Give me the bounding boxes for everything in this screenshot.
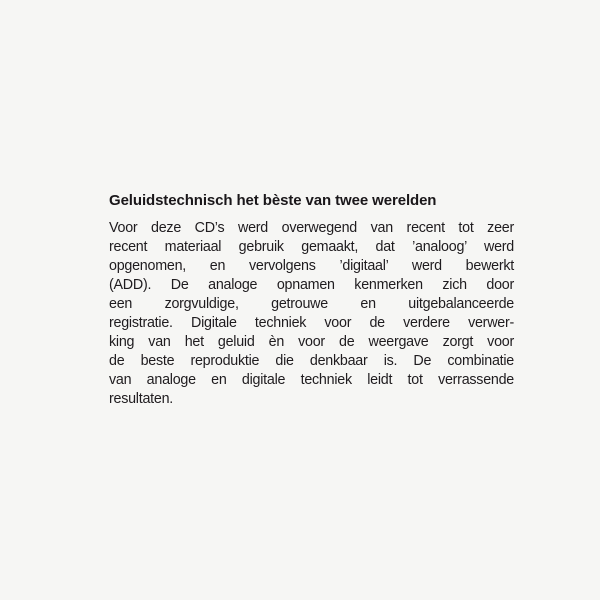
paragraph-line: Voor deze CD’s werd overwegend van recent tot zeer bbox=[109, 220, 514, 236]
paragraph-line: king van het geluid èn voor de weergave zorgt voor bbox=[109, 334, 514, 350]
paragraph-line: recent materiaal gebruik gemaakt, dat ’analoog’ werd bbox=[109, 239, 514, 255]
paragraph-line: opgenomen, en vervolgens ’digitaal’ werd bewerkt bbox=[109, 258, 514, 274]
paragraph-line: een zorgvuldige, getrouwe en uitgebalanceerde bbox=[109, 296, 514, 312]
paragraph bbox=[109, 219, 514, 409]
text-block bbox=[109, 191, 514, 409]
paragraph-line: van analoge en digitale techniek leidt tot verrassende bbox=[109, 372, 514, 388]
paragraph-line: de beste reproduktie die denkbaar is. De combinatie bbox=[109, 353, 514, 369]
paragraph-line: registratie. Digitale techniek voor de verdere verwer- bbox=[109, 315, 514, 331]
paragraph-line: (ADD). De analoge opnamen kenmerken zich door bbox=[109, 277, 514, 293]
heading: Geluidstechnisch het bèste van twee werelden bbox=[109, 192, 437, 209]
paragraph-line: resultaten. bbox=[109, 391, 174, 407]
